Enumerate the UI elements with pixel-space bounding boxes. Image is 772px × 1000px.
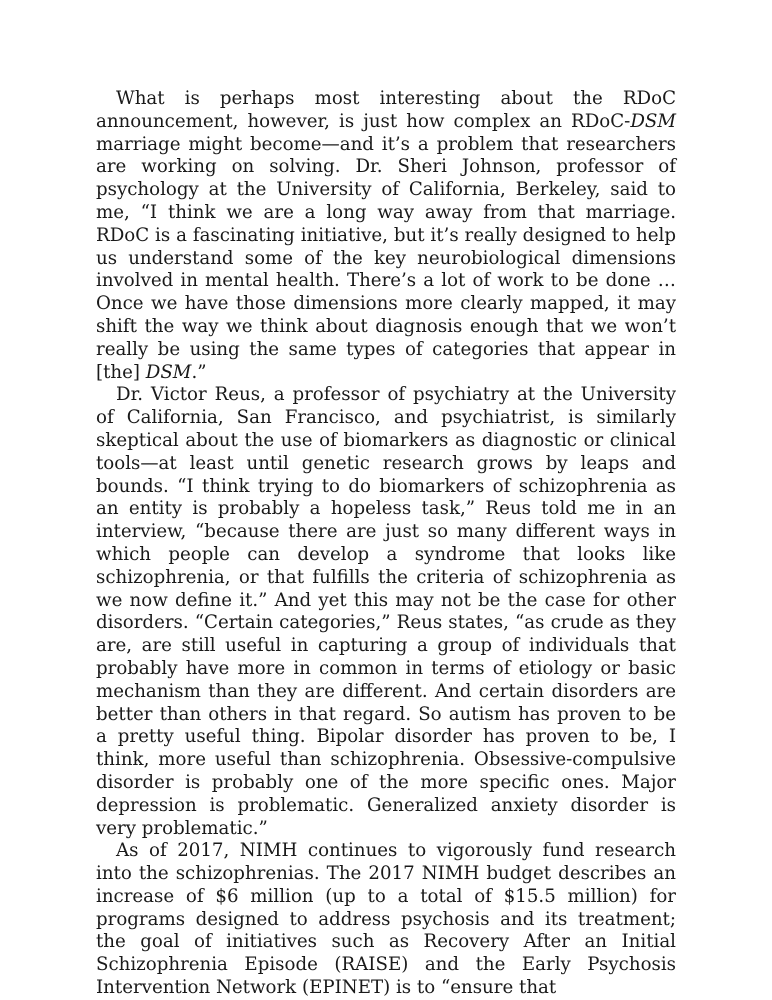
- paragraph-reus: [96, 384, 676, 840]
- text-run: As of 2017, NIMH continues to vigorously fund research into the schizophrenias. The 2017 NIMH budget describes an increase of $6 million (up to a total of $15.5 million) for programs designed to address psychosis and its treatment; the goal of initiatives such as Recovery After an Initial Schizophrenia Episode (RAISE) and the Early Psychosis Intervention Network (EPINET) is to “ensure that: [96, 840, 676, 999]
- paragraph-rdoc-dsm: [96, 88, 676, 384]
- text-run: marriage might become—and it’s a problem that researchers are working on solving. Dr. Sheri Johnson, professor of psychology at the University of California, Berkeley, said to me, “I think we are a long way away from that marriage. RDoC is a fascinating initiative, but it’s really designed to help us understand some of the key neurobiological dimensions involved in mental health. There’s a lot of work to be done … Once we have those dimensions more clearly mapped, it may shift the way we think about diagnosis enough that we won’t really be using the same types of categories that appear in [the]: [96, 133, 676, 383]
- text-run-italic: DSM: [145, 361, 192, 383]
- paragraph-nimh-2017: [96, 840, 676, 1000]
- text-run: Dr. Victor Reus, a professor of psychiatry at the University of California, San Francisco, and psychiatrist, is similarly skeptical about the use of biomarkers as diagnostic or clinical tools—at least until genetic research grows by leaps and bounds. “I think trying to do biomarkers of schizophrenia as an entity is probably a hopeless task,” Reus told me in an interview, “because there are just so many different ways in which people can develop a syndrome that looks like schizophrenia, or that fulfills the criteria of schizophrenia as we now define it.” And yet this may not be the case for other disorders. “Certain categories,” Reus states, “as crude as they are, are still useful in capturing a group of individuals that probably have more in common in terms of etiology or basic mechanism than they are different. And certain disorders are better than others in that regard. So autism has proven to be a pretty useful thing. Bipolar disorder has proven to be, I think, more useful than schizophrenia. Obsessive-compulsive disorder is probably one of the more specific ones. Major depression is problematic. Generalized anxiety disorder is very problematic.”: [96, 384, 676, 839]
- page-body: [96, 88, 676, 1000]
- text-run: What is perhaps most interesting about the RDoC announcement, however, is just how complex an RDoC-: [96, 88, 676, 132]
- text-run-italic: DSM: [630, 110, 676, 132]
- text-run: .”: [191, 361, 207, 383]
